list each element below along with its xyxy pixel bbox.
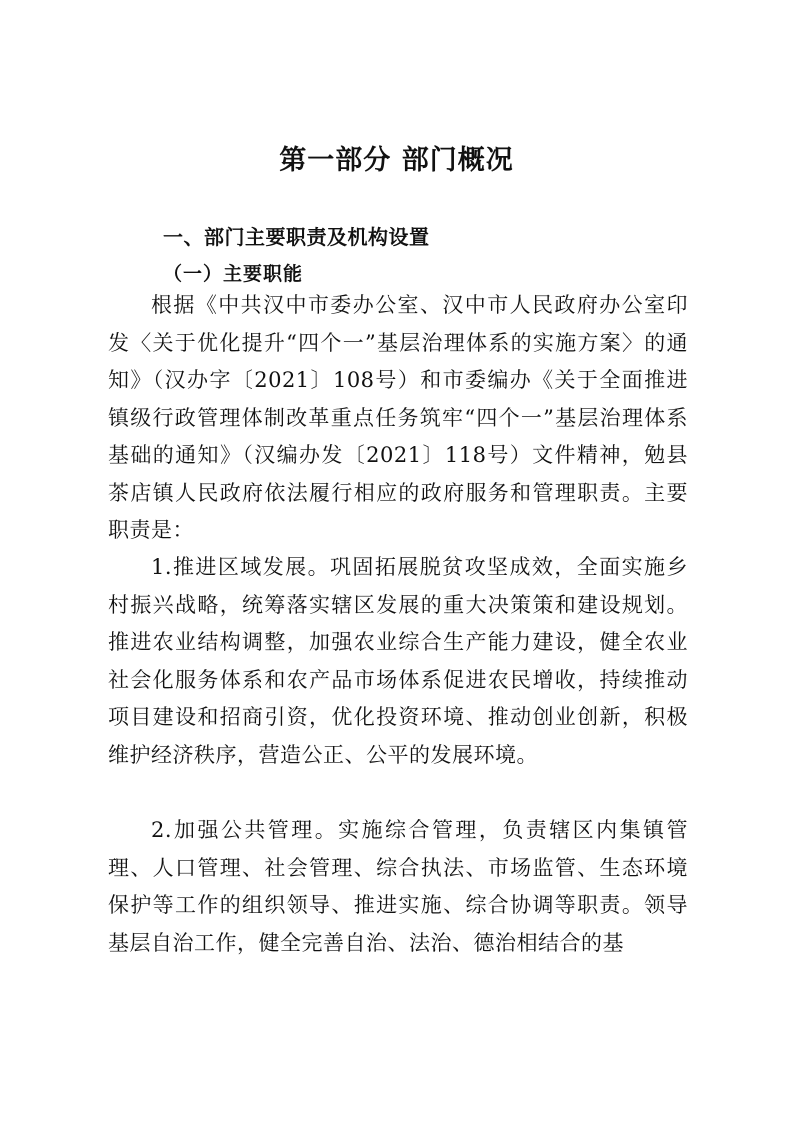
page-title: 第一部分 部门概况 xyxy=(279,145,514,176)
paragraph-intro: 根据《中共汉中市委办公室、汉中市人民政府办公室印发〈关于优化提升“四个一”基层治理体系的实施方案〉的通知》（汉办字〔2021〕108号）和市委编办《关于全面推进镇级行政管理体制改革重点任务筑牢“四个一”基层治理体系基础的通知》（汉编办发〔2021〕118号）文件精神，勉县茶店镇人民政府依法履行相应的政府服务和管理职责。主要职责是： xyxy=(108,293,688,542)
subsection-heading: （一）主要职能 xyxy=(163,263,304,285)
paragraph-duty-1: 1.推进区域发展。巩固拓展脱贫攻坚成效，全面实施乡村振兴战略，统筹落实辖区发展的重大决策策和建设规划。推进农业结构调整，加强农业综合生产能力建设，健全农业社会化服务体系和农产品市场体系促进农民增收，持续推动项目建设和招商引资，优化投资环境、推动创业创新，积极维护经济秩序，营造公正、公平的发展环境。 xyxy=(108,555,688,767)
paragraph-duty-2: 2.加强公共管理。实施综合管理，负责辖区内集镇管理、人口管理、社会管理、综合执法、市场监管、生态环境保护等工作的组织领导、推进实施、综合协调等职责。领导基层自治工作，健全完善自治、法治、德治相结合的基 xyxy=(108,818,688,955)
section-heading: 一、部门主要职责及机构设置 xyxy=(163,225,430,249)
